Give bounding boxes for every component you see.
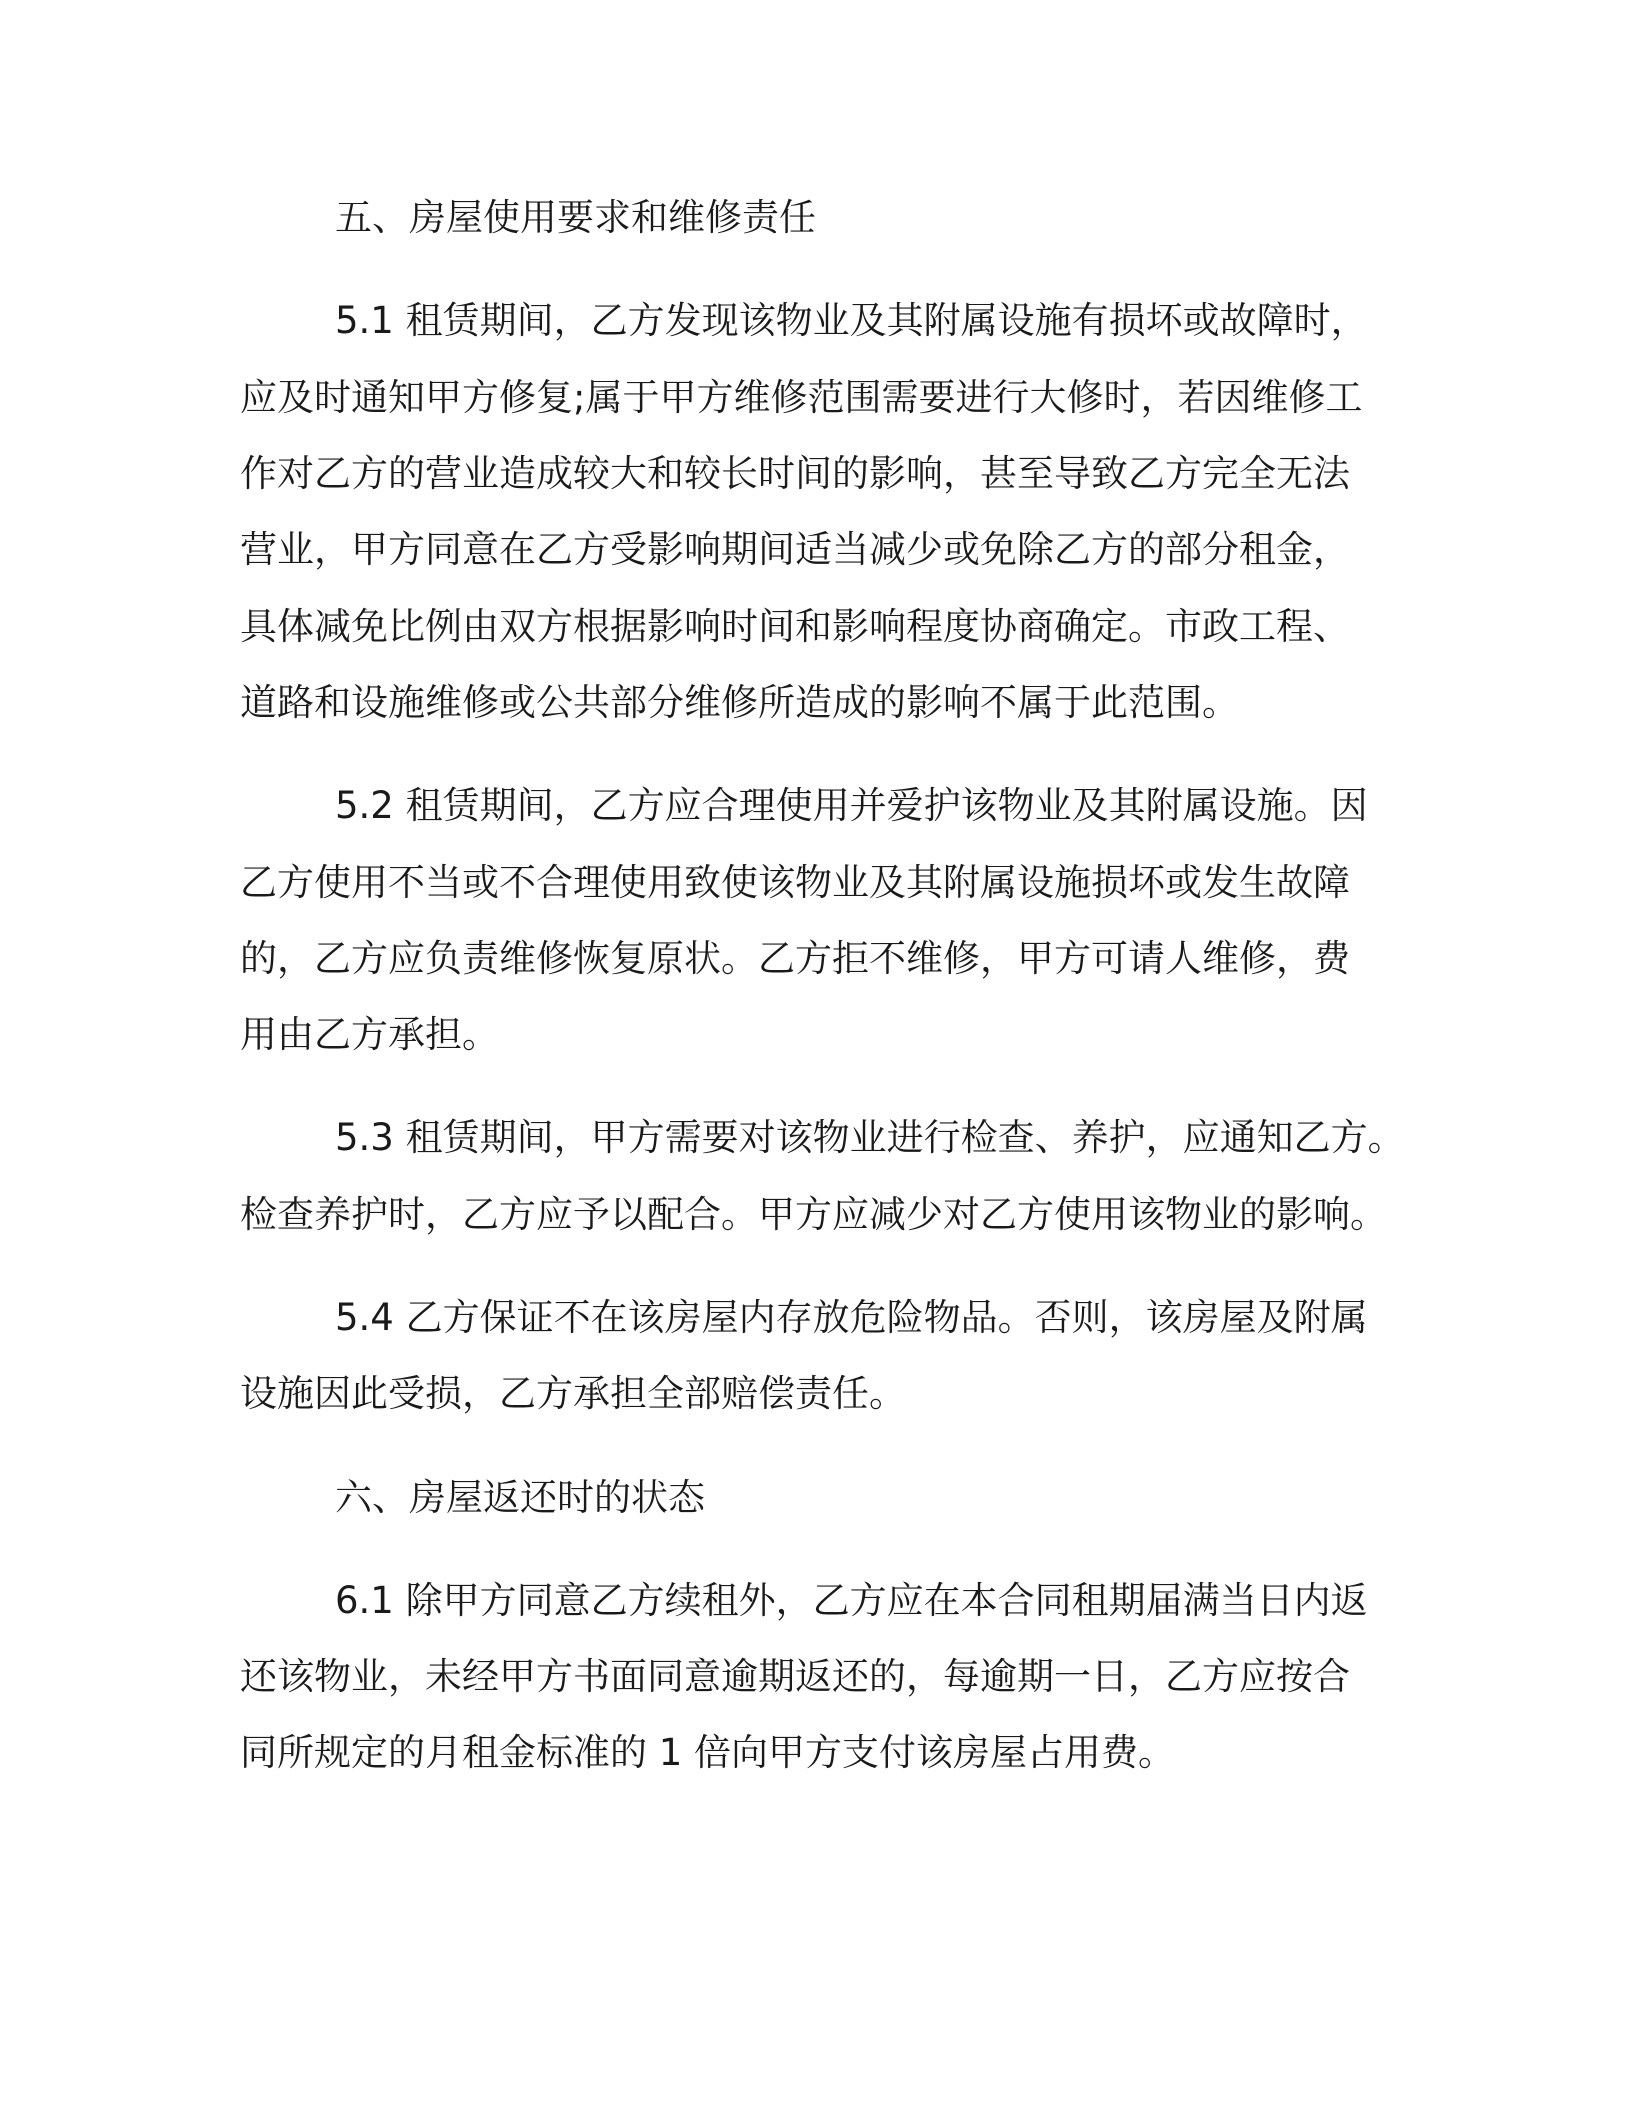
clause-5-1-line: 作对乙方的营业造成较大和较长时间的影响，甚至导致乙方完全无法 (240, 452, 1350, 495)
clause-5-2-line: 乙方使用不当或不合理使用致使该物业及其附属设施损坏或发生故障 (240, 861, 1350, 904)
clause-5-1-line: 营业，甲方同意在乙方受影响期间适当减少或免除乙方的部分租金， (240, 528, 1350, 571)
clause-6-1-line: 还该物业，未经甲方书面同意逾期返还的，每逾期一日，乙方应按合 (240, 1655, 1350, 1698)
clause-5-2-line: 用由乙方承担。 (240, 1013, 499, 1056)
clause-5-4-line: 5.4 乙方保证不在该房屋内存放危险物品。否则，该房屋及附属 (335, 1296, 1368, 1339)
clause-5-1-line: 道路和设施维修或公共部分维修所造成的影响不属于此范围。 (240, 681, 1239, 724)
clause-5-1-line: 具体减免比例由双方根据影响时间和影响程度协商确定。市政工程、 (240, 605, 1350, 648)
clause-5-3-line: 5.3 租赁期间，甲方需要对该物业进行检查、养护，应通知乙方。 (335, 1116, 1405, 1159)
clause-6-1-line: 同所规定的月租金标准的 1 倍向甲方支付该房屋占用费。 (240, 1731, 1176, 1774)
clause-5-3-line: 检查养护时，乙方应予以配合。甲方应减少对乙方使用该物业的影响。 (240, 1193, 1387, 1236)
clause-5-2-line: 的，乙方应负责维修恢复原状。乙方拒不维修，甲方可请人维修，费 (240, 937, 1350, 980)
section-6-heading: 六、房屋返还时的状态 (335, 1476, 705, 1519)
clause-5-4-line: 设施因此受损，乙方承担全部赔偿责任。 (240, 1372, 906, 1415)
clause-5-1-line: 应及时通知甲方修复;属于甲方维修范围需要进行大修时，若因维修工 (240, 376, 1363, 419)
clause-5-2-line: 5.2 租赁期间，乙方应合理使用并爱护该物业及其附属设施。因 (335, 784, 1368, 827)
clause-6-1-line: 6.1 除甲方同意乙方续租外，乙方应在本合同租期届满当日内返 (335, 1579, 1368, 1622)
clause-5-1-line: 5.1 租赁期间，乙方发现该物业及其附属设施有损坏或故障时， (335, 299, 1368, 342)
section-5-heading: 五、房屋使用要求和维修责任 (335, 196, 816, 239)
